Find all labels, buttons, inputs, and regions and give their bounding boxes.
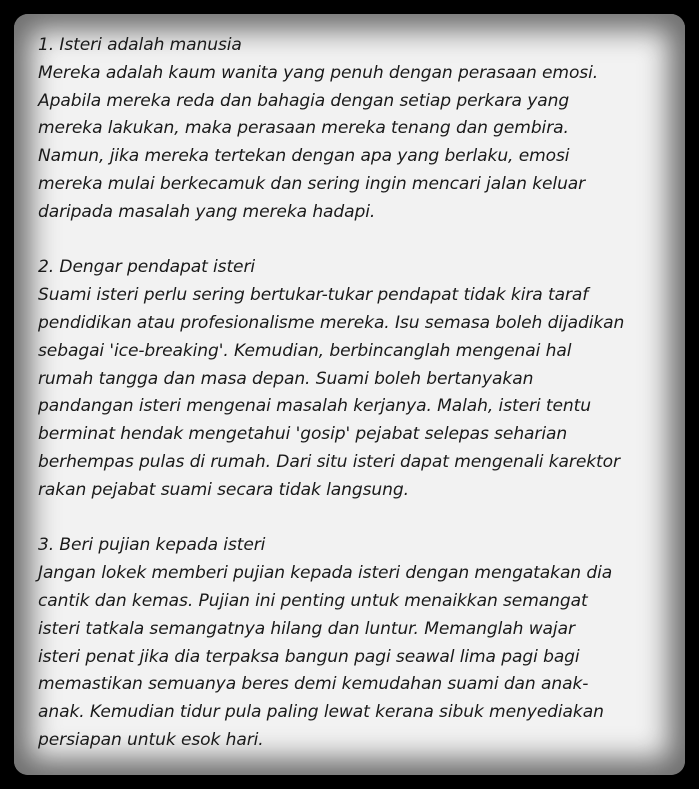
text-line: memastikan semuanya beres demi kemudahan suami dan anak-: [38, 674, 589, 695]
article-body: [38, 32, 678, 755]
text-line: mereka lakukan, maka perasaan mereka tenang dan gembira.: [38, 118, 569, 139]
text-line: sebagai 'ice-breaking'. Kemudian, berbincanglah mengenai hal: [38, 340, 572, 361]
text-line: Namun, jika mereka tertekan dengan apa yang berlaku, emosi: [38, 146, 570, 167]
text-line: anak. Kemudian tidur pula paling lewat kerana sibuk menyediakan: [38, 702, 604, 723]
text-panel: [14, 14, 685, 775]
text-line: isteri tatkala semangatnya hilang dan luntur. Memanglah wajar: [38, 618, 575, 639]
section-3: [38, 532, 678, 754]
section-2: [38, 254, 678, 504]
section-heading: 3. Beri pujian kepada isteri: [38, 535, 266, 556]
text-line: berhempas pulas di rumah. Dari situ isteri dapat mengenali karektor: [38, 451, 620, 472]
text-line: Apabila mereka reda dan bahagia dengan setiap perkara yang: [38, 90, 570, 111]
section-1: [38, 32, 678, 227]
section-heading: 1. Isteri adalah manusia: [38, 35, 242, 55]
text-line: Jangan lokek memberi pujian kepada isteri dengan mengatakan dia: [38, 563, 613, 584]
text-line: rumah tangga dan masa depan. Suami boleh bertanyakan: [38, 368, 534, 389]
section-heading: 2. Dengar pendapat isteri: [38, 257, 256, 278]
text-line: cantik dan kemas. Pujian ini penting untuk menaikkan semangat: [38, 590, 588, 611]
text-line: berminat hendak mengetahui 'gosip' pejabat selepas seharian: [38, 424, 568, 445]
text-line: persiapan untuk esok hari.: [38, 729, 264, 750]
text-line: Suami isteri perlu sering bertukar-tukar pendapat tidak kira taraf: [38, 285, 589, 306]
text-line: rakan pejabat suami secara tidak langsung.: [38, 479, 409, 500]
text-line: daripada masalah yang mereka hadapi.: [38, 201, 376, 222]
text-line: pandangan isteri mengenai masalah kerjanya. Malah, isteri tentu: [38, 396, 591, 417]
text-line: isteri penat jika dia terpaksa bangun pagi seawal lima pagi bagi: [38, 646, 580, 667]
text-line: pendidikan atau profesionalisme mereka. Isu semasa boleh dijadikan: [38, 312, 625, 333]
text-line: Mereka adalah kaum wanita yang penuh dengan perasaan emosi.: [38, 62, 599, 83]
text-line: mereka mulai berkecamuk dan sering ingin mencari jalan keluar: [38, 173, 586, 194]
